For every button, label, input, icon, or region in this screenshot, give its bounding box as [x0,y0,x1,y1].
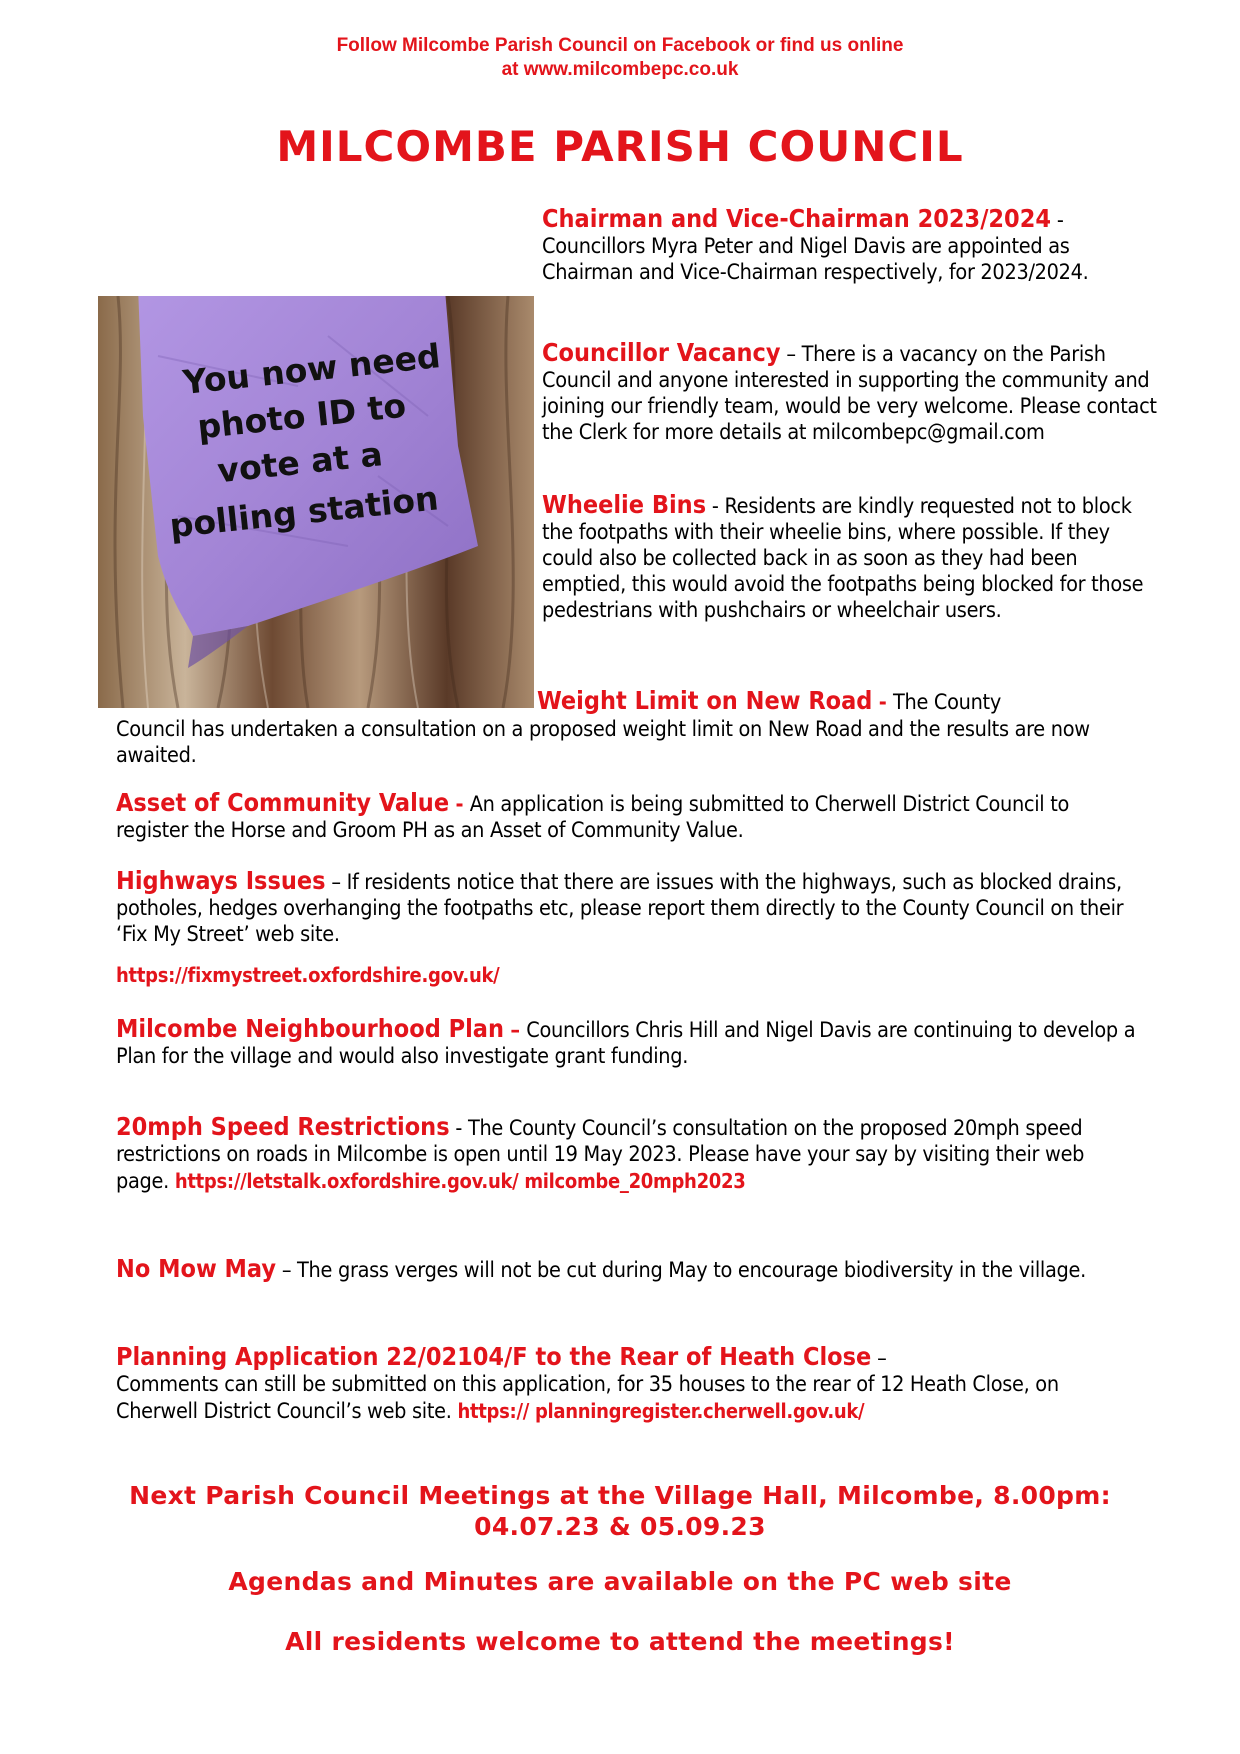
agendas-notice: Agendas and Minutes are available on the PC web site [228,1567,1012,1596]
highways-body: – If residents notice that there are issues with the highways, such as blocked drains, potholes, hedges overhanging the footpaths etc, please report them directly to the County Council on their ‘Fix My Street’ web site. [116,870,1124,947]
notice-line-1: You now need [181,336,443,402]
follow-note [0,34,1240,82]
wheelie-bins-heading: Wheelie Bins [542,490,707,519]
planning-application-heading: Planning Application 22/02104/F to the Rear of Heath Close [116,1342,872,1371]
planning-application-body: Comments can still be submitted on this application, for 35 houses to the rear of 12 Heath Close, on Cherwell District Council’s web site. [116,1372,1059,1424]
no-mow-may-section [116,1256,1136,1284]
letstalk-link[interactable]: https://letstalk.oxfordshire.gov.uk/ milcombe_20mph2023 [174,1169,746,1193]
photo-id-notice-image [98,296,534,708]
notice-line-3: vote at a [215,434,385,491]
weight-limit-heading: Weight Limit on New Road [537,686,873,715]
neighbourhood-plan-section [116,1016,1136,1070]
vacancy-heading: Councillor Vacancy [542,338,781,367]
notice-line-2: photo ID to [195,385,408,447]
neighbourhood-plan-heading: Milcombe Neighbourhood Plan [116,1014,504,1043]
follow-note-line1: Follow Milcombe Parish Council on Facebook or find us online [336,35,904,56]
weight-limit-body: Council has undertaken a consultation on a proposed weight limit on New Road and the results are now awaited. [116,717,1090,768]
speed-restrictions-body: - The County Council’s consultation on the proposed 20mph speed restrictions on roads in Milcombe is open until 19 May 2023. Please have your say by visiting their web page. [116,1116,1085,1194]
asset-body: An application is being submitted to Cherwell District Council to register the Horse and Groom PH as an Asset of Community Value. [116,792,1070,843]
weight-limit-section [116,717,1136,769]
planning-application-sep: – [871,1346,887,1371]
vacancy-body: – There is a vacancy on the Parish Council and anyone interested in supporting the community and joining our friendly team, would be very welcome. Please contact the Clerk for more details at milcombepc@gmail.com [542,342,1157,445]
chairman-body: Councillors Myra Peter and Nigel Davis are appointed as Chairman and Vice-Chairman respectively, for 2023/2024. [542,234,1089,285]
weight-limit-first-line [537,688,1137,716]
vacancy-section [542,340,1160,446]
fixmystreet-link[interactable]: https://fixmystreet.oxfordshire.gov.uk/ [116,963,500,987]
page-title: MILCOMBE PARISH COUNCIL [276,122,964,171]
highways-section [116,868,1136,989]
meetings-notice [0,1480,1240,1542]
asset-sep: - [449,792,470,817]
notice-line-4: polling station [167,478,441,546]
meetings-line-1: Next Parish Council Meetings at the Village Hall, Milcombe, 8.00pm: [129,1481,1111,1510]
speed-restrictions-heading: 20mph Speed Restrictions [116,1112,450,1141]
no-mow-may-heading: No Mow May [116,1254,276,1283]
weight-limit-sep: - [872,690,893,715]
planning-application-section [116,1344,1136,1425]
neighbourhood-plan-body: Councillors Chris Hill and Nigel Davis are continuing to develop a Plan for the village and would also investigate grant funding. [116,1018,1136,1069]
neighbourhood-plan-sep: – [504,1018,527,1043]
no-mow-may-body: – The grass verges will not be cut during May to encourage biodiversity in the village. [276,1258,1086,1283]
chairman-sep: - [1051,208,1064,233]
welcome-notice: All residents welcome to attend the meetings! [285,1627,955,1656]
meetings-dates: 04.07.23 & 05.09.23 [474,1512,766,1541]
speed-restrictions-section [116,1114,1136,1195]
chairman-heading: Chairman and Vice-Chairman 2023/2024 [542,204,1052,233]
planning-register-link[interactable]: https:// planningregister.cherwell.gov.uk/ [457,1399,865,1423]
asset-section [116,790,1136,844]
asset-heading: Asset of Community Value [116,788,450,817]
highways-heading: Highways Issues [116,866,326,895]
wheelie-bins-section [542,492,1160,624]
chairman-section [542,206,1160,286]
follow-note-line2[interactable]: at www.milcombepc.co.uk [501,59,739,80]
wheelie-bins-body: - Residents are kindly requested not to block the footpaths with their wheelie bins, where possible. If they could also be collected back in as soon as they had been emptied, this would avoid the footpaths being blocked for those pedestrians with pushchairs or wheelchair users. [542,494,1144,623]
weight-limit-body-first: The County [892,690,1001,715]
